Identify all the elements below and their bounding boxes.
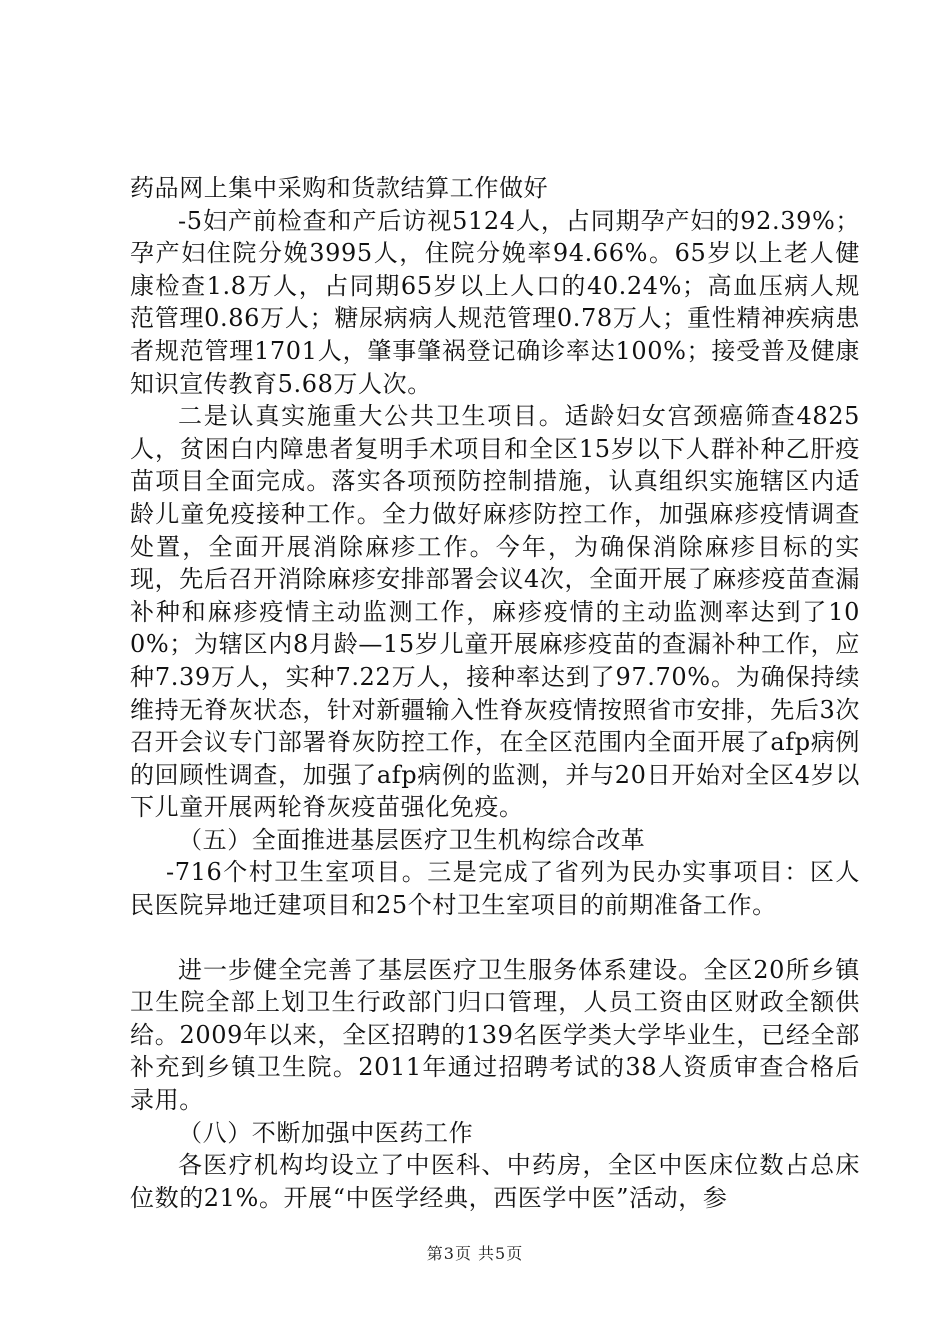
- paragraph-tcm-work: 各医疗机构均设立了中医科、中药房，全区中医床位数占总床位数的21%。开展“中医学经典，西医学中医”活动，参: [130, 1151, 860, 1212]
- page-number-footer: 第3页 共5页: [426, 1244, 524, 1263]
- paragraph-maternal-health-stats: -5妇产前检查和产后访视5124人，占同期孕产妇的92.39%；孕产妇住院分娩3995人，住院分娩率94.66%。65岁以上老人健康检查1.8万人，占同期65岁以上人口的40.24%；高血压病人规范管理0.86万人；糖尿病病人规范管理0.78万人；重性精神疾病患者规范管理1701人，肇事肇祸登记确诊率达100%；接受普及健康知识宣传教育5.68万人次。: [130, 206, 860, 398]
- section-heading-reform: （五）全面推进基层医疗卫生机构综合改革: [178, 825, 646, 854]
- paragraph-grassroots-system: 进一步健全完善了基层医疗卫生服务体系建设。全区20所乡镇卫生院全部上划卫生行政部门归口管理，人员工资由区财政全额供给。2009年以来，全区招聘的139名医学类大学毕业生，已经全部补充到乡镇卫生院。2011年通过招聘考试的38人资质审查合格后录用。: [130, 955, 860, 1115]
- section-heading-tcm: （八）不断加强中医药工作: [178, 1118, 474, 1147]
- document-body: [130, 172, 860, 1214]
- paragraph-spacer: [130, 922, 860, 954]
- paragraph-procurement: 药品网上集中采购和货款结算工作做好: [130, 174, 549, 202]
- paragraph-public-health-projects: 二是认真实施重大公共卫生项目。适龄妇女宫颈癌筛查4825人，贫困白内障患者复明手术项目和全区15岁以下人群补种乙肝疫苗项目全面完成。落实各项预防控制措施，认真组织实施辖区内适龄儿童免疫接种工作。全力做好麻疹防控工作，加强麻疹疫情调查处置，全面开展消除麻疹工作。今年，为确保消除麻疹目标的实现，先后召开消除麻疹安排部署会议4次，全面开展了麻疹疫苗查漏补种和麻疹疫情主动监测工作，麻疹疫情的主动监测率达到了100%；为辖区内8月龄—15岁儿童开展麻疹疫苗的查漏补种工作，应种7.39万人，实种7.22万人，接种率达到了97.70%。为确保持续维持无脊灰状态，针对新疆输入性脊灰疫情按照省市安排，先后3次召开会议专门部署脊灰防控工作，在全区范围内全面开展了afp病例的回顾性调查，加强了afp病例的监测，并与20日开始对全区4岁以下儿童开展两轮脊灰疫苗强化免疫。: [130, 402, 860, 822]
- paragraph-village-clinics: -716个村卫生室项目。三是完成了省列为民办实事项目：区人民医院异地迁建项目和25个村卫生室项目的前期准备工作。: [130, 858, 860, 920]
